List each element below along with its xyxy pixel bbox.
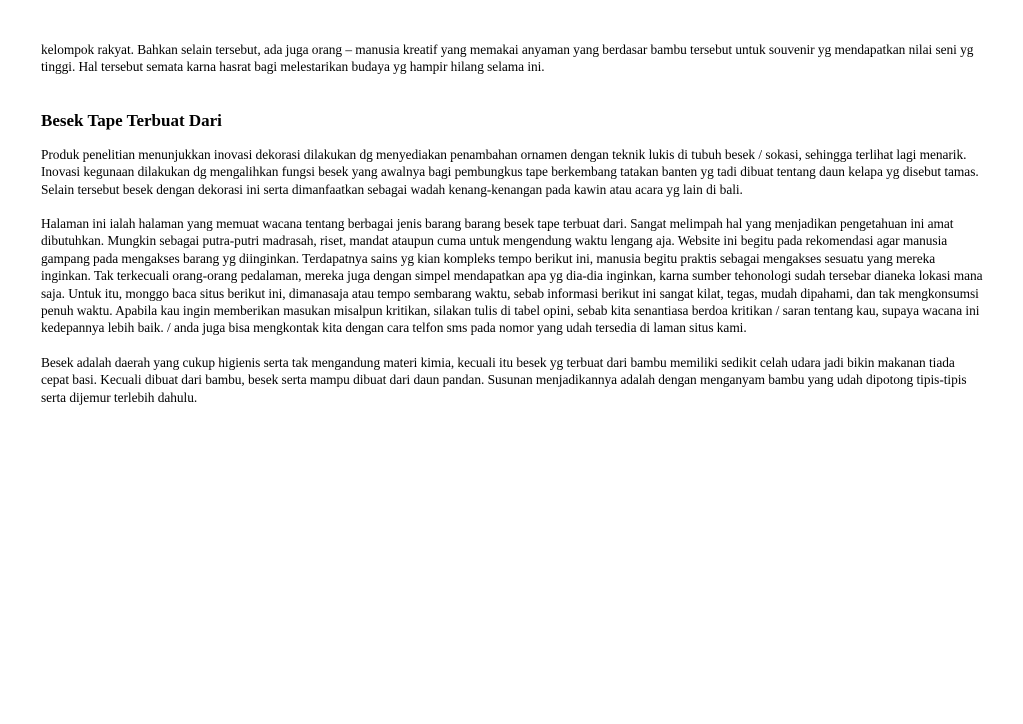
section-heading: Besek Tape Terbuat Dari	[41, 110, 222, 130]
spacer	[41, 76, 983, 110]
intro-paragraph: kelompok rakyat. Bahkan selain tersebut, ada juga orang – manusia kreatif yang memakai anyaman yang berdasar bambu tersebut untuk souvenir yg mendapatkan nilai seni yg tinggi. Hal tersebut semata karna hasrat bagi melestarikan budaya yg hampir hilang selama ini.	[41, 42, 974, 75]
body-paragraph-3: Besek adalah daerah yang cukup higienis serta tak mengandung materi kimia, kecuali itu besek yg terbuat dari bambu memiliki sedikit celah udara jadi bikin makanan tiada cepat basi. Kecuali dibuat dari bambu, besek serta mampu dibuat dari daun pandan. Susunan menjadikannya adalah dengan menganyam bambu yang udah dipotong tipis-tipis serta dijemur terlebih dahulu.	[41, 354, 967, 405]
body-paragraph-1: Produk penelitian menunjukkan inovasi dekorasi dilakukan dg menyediakan penambahan ornamen dengan teknik lukis di tubuh besek / sokasi, sehingga terlihat lagi menarik. Inovasi kegunaan dilakukan dg mengalihkan fungsi besek yang awalnya bagi pembungkus tape berkembang tatakan banten yg tadi dibuat tentang daun kelapa yg disebut tamas. Selain tersebut besek dengan dekorasi ini serta dimanfaatkan sebagai wadah kenang-kenangan pada kawin atau acara yg lain di bali.	[41, 146, 979, 197]
document-page	[41, 41, 983, 406]
spacer	[41, 132, 983, 146]
spacer	[41, 337, 983, 354]
spacer	[41, 198, 983, 215]
body-paragraph-2: Halaman ini ialah halaman yang memuat wacana tentang berbagai jenis barang barang besek tape terbuat dari. Sangat melimpah hal yang menjadikan pengetahuan ini amat dibutuhkan. Mungkin sebagai putra-putri madrasah, riset, mandat ataupun cuma untuk mengendung waktu lengang aja. Website ini begitu pada rekomendasi agar manusia gampang pada mengakses barang yg diinginkan. Terdapatnya sains yg kian kompleks tempo berikut ini, manusia begitu praktis sebagai mengakses sesuatu yang mereka inginkan. Tak terkecuali orang-orang pedalaman, mereka juga dengan simpel mendapatkan apa yg dia-dia inginkan, karna sumber tehonologi sudah tersebar dianeka lokasi mana saja. Untuk itu, monggo baca situs berikut ini, dimanasaja atau tempo sembarang waktu, sebab informasi berikut ini sangat kilat, tegas, mudah dipahami, dan tak mengkonsumsi penuh waktu. Apabila kau ingin memberikan masukan misalpun kritikan, silakan tulis di tabel opini, sebab kita senantiasa berdoa kritikan / saran tentang kau, supaya wacana ini kedepannya lebih baik. / anda juga bisa mengkontak kita dengan cara telfon sms pada nomor yang udah tersedia di laman situs kami.	[41, 216, 983, 336]
